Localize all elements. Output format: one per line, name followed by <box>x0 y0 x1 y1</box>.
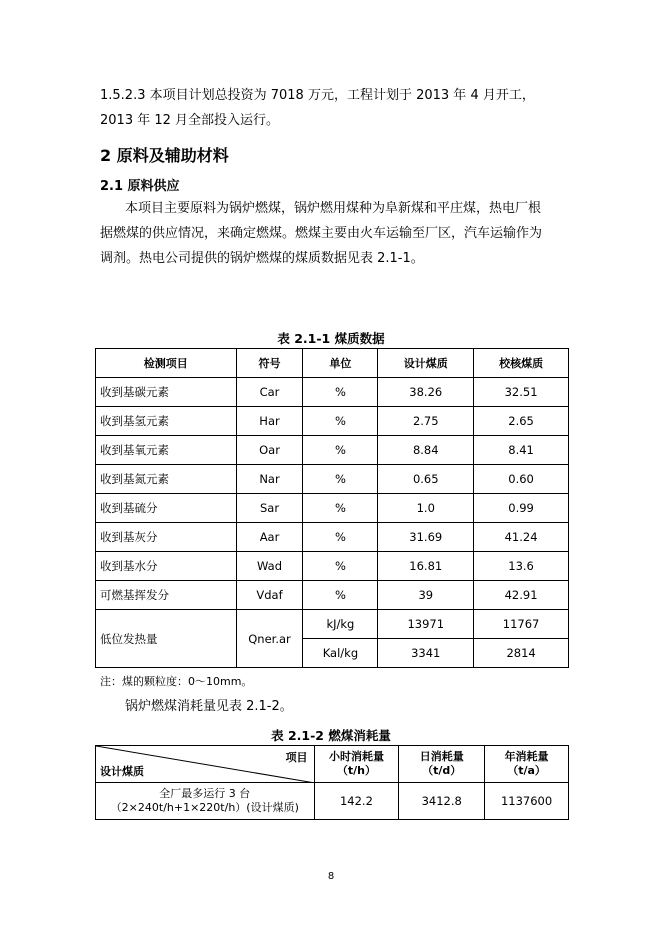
design-cell: 38.26 <box>378 378 474 407</box>
check-cell: 13.6 <box>474 552 569 581</box>
hour-cell: 142.2 <box>314 783 399 820</box>
check-cell: 2814 <box>474 639 569 668</box>
check-cell: 8.41 <box>474 436 569 465</box>
symbol-cell: Har <box>236 407 303 436</box>
check-cell: 32.51 <box>474 378 569 407</box>
design-cell: 13971 <box>378 610 474 639</box>
table-row <box>96 581 569 610</box>
unit-cell: Kal/kg <box>303 639 378 668</box>
header-cell: 设计煤质 <box>378 349 474 378</box>
item-cell: 收到基氮元素 <box>96 465 237 494</box>
item-cell: 收到基碳元素 <box>96 378 237 407</box>
design-cell: 31.69 <box>378 523 474 552</box>
symbol-cell: Sar <box>236 494 303 523</box>
symbol-cell: Nar <box>236 465 303 494</box>
unit-cell: % <box>303 523 378 552</box>
design-cell: 3341 <box>378 639 474 668</box>
para-line: 调剂。热电公司提供的锅炉燃煤的煤质数据见表 2.1-1。 <box>100 251 424 266</box>
table-row <box>96 465 569 494</box>
design-cell: 0.65 <box>378 465 474 494</box>
table-row <box>96 378 569 407</box>
subsection-heading: 2.1 原料供应 <box>100 179 180 194</box>
row-label-line: （2×240t/h+1×220t/h）(设计煤质) <box>110 801 299 814</box>
table-row <box>96 407 569 436</box>
table-caption: 表 2.1-2 燃煤消耗量 <box>271 728 391 743</box>
unit-cell: % <box>303 494 378 523</box>
header-cell: 检测项目 <box>96 349 237 378</box>
design-cell: 39 <box>378 581 474 610</box>
check-cell: 11767 <box>474 610 569 639</box>
header-unit: （t/d） <box>422 764 462 777</box>
symbol-cell: Wad <box>236 552 303 581</box>
header-unit: （t/a） <box>507 764 546 777</box>
header-design-label: 设计煤质 <box>100 765 144 778</box>
row-label-line: 全厂最多运行 3 台 <box>159 787 251 800</box>
check-cell: 0.99 <box>474 494 569 523</box>
unit-cell: % <box>303 552 378 581</box>
check-cell: 41.24 <box>474 523 569 552</box>
item-cell: 低位发热量 <box>96 610 237 668</box>
symbol-cell: Car <box>236 378 303 407</box>
design-cell: 2.75 <box>378 407 474 436</box>
symbol-cell: Oar <box>236 436 303 465</box>
check-cell: 0.60 <box>474 465 569 494</box>
item-cell: 收到基氢元素 <box>96 407 237 436</box>
table-row <box>96 610 569 639</box>
design-cell: 16.81 <box>378 552 474 581</box>
table-row <box>96 494 569 523</box>
row-label-cell <box>96 783 315 820</box>
header-item-label: 项目 <box>285 751 308 764</box>
table-caption: 表 2.1-1 煤质数据 <box>277 331 385 346</box>
header-unit: （t/h） <box>336 764 376 777</box>
table-note: 注：煤的颗粒度：0～10mm。 <box>100 675 253 688</box>
unit-cell: % <box>303 378 378 407</box>
unit-cell: % <box>303 465 378 494</box>
check-cell: 2.65 <box>474 407 569 436</box>
header-cell: 校核煤质 <box>474 349 569 378</box>
page-number: 8 <box>327 871 335 882</box>
header-cell: 单位 <box>303 349 378 378</box>
check-cell: 42.91 <box>474 581 569 610</box>
coal-quality-table <box>95 348 569 668</box>
item-cell: 收到基水分 <box>96 552 237 581</box>
unit-cell: % <box>303 407 378 436</box>
design-cell: 1.0 <box>378 494 474 523</box>
unit-cell: % <box>303 581 378 610</box>
header-label: 年消耗量 <box>504 750 549 763</box>
header-cell: 符号 <box>236 349 303 378</box>
header-cell <box>485 746 569 783</box>
coal-consumption-table <box>95 745 569 820</box>
design-cell: 8.84 <box>378 436 474 465</box>
item-cell: 可燃基挥发分 <box>96 581 237 610</box>
para-line: 据燃煤的供应情况，来确定燃煤。燃煤主要由火车运输至厂区，汽车运输作为 <box>100 226 543 241</box>
table-row <box>96 436 569 465</box>
item-cell: 收到基硫分 <box>96 494 237 523</box>
para-line: 锅炉燃煤消耗量见表 2.1-2。 <box>125 699 293 714</box>
table-header-row <box>96 349 569 378</box>
table-row <box>96 523 569 552</box>
unit-cell: % <box>303 436 378 465</box>
table-row <box>96 783 569 820</box>
unit-cell: kJ/kg <box>303 610 378 639</box>
para-line: 本项目主要原料为锅炉燃煤，锅炉燃用煤种为阜新煤和平庄煤，热电厂根 <box>125 201 542 216</box>
header-label: 日消耗量 <box>419 750 464 763</box>
header-label: 小时消耗量 <box>328 750 384 763</box>
symbol-cell: Aar <box>236 523 303 552</box>
header-cell <box>314 746 399 783</box>
symbol-cell: Vdaf <box>236 581 303 610</box>
item-cell: 收到基氧元素 <box>96 436 237 465</box>
table-header-row <box>96 746 569 783</box>
year-cell: 1137600 <box>485 783 569 820</box>
para-line: 2013 年 12 月全部投入运行。 <box>100 113 280 128</box>
para-line: 1.5.2.3 本项目计划总投资为 7018 万元，工程计划于 2013 年 4 月开工， <box>100 88 535 103</box>
symbol-cell: Qner.ar <box>236 610 303 668</box>
item-cell: 收到基灰分 <box>96 523 237 552</box>
day-cell: 3412.8 <box>399 783 485 820</box>
section-heading: 2 原料及辅助材料 <box>100 146 229 165</box>
diagonal-header-cell <box>96 746 315 783</box>
header-cell <box>399 746 485 783</box>
table-row <box>96 552 569 581</box>
